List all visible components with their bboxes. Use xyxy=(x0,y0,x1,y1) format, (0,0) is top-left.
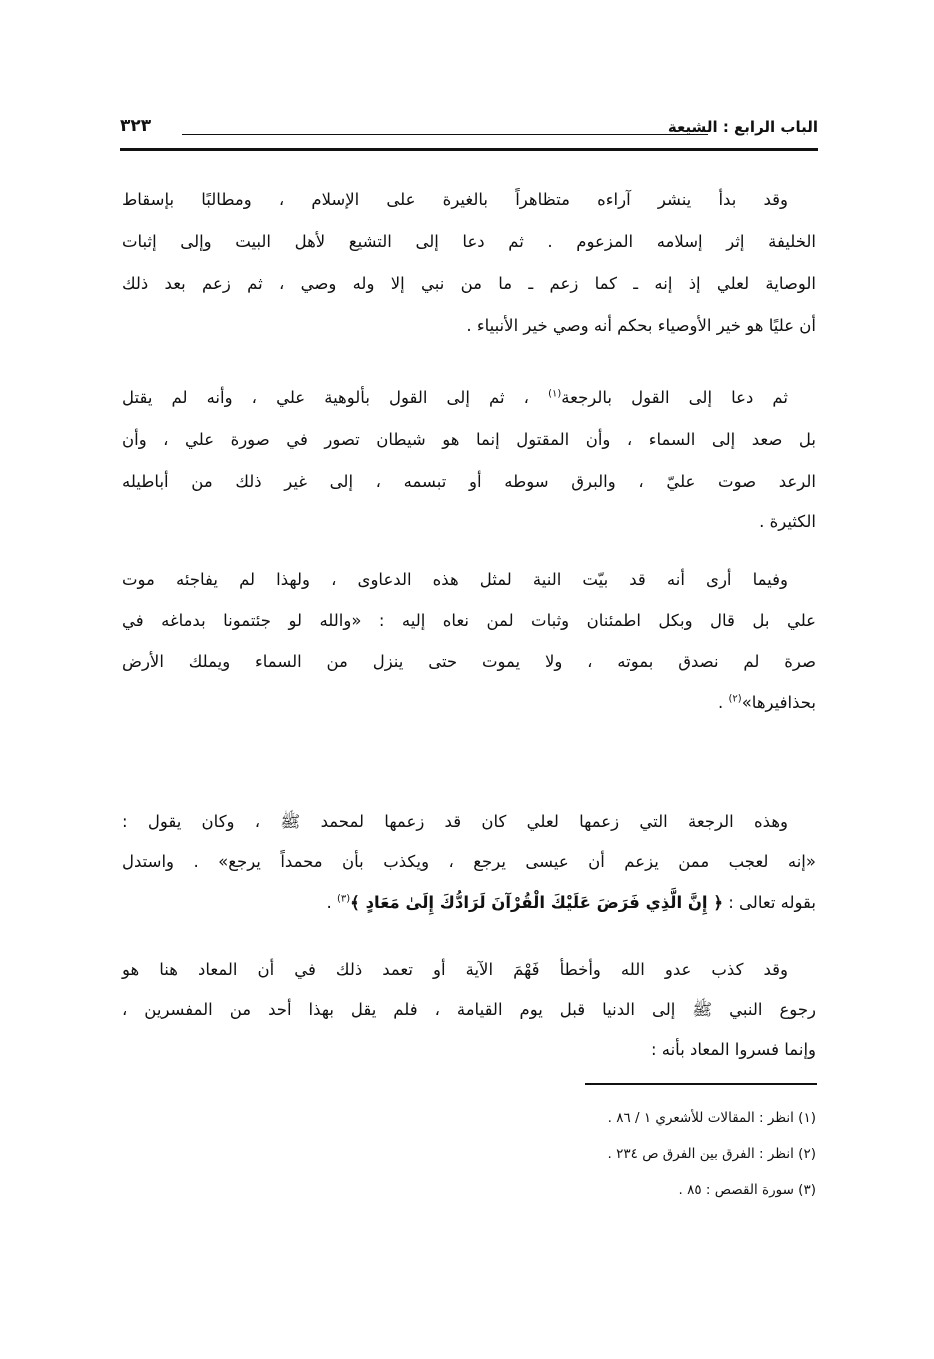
paragraph-3-line xyxy=(122,606,816,636)
running-header xyxy=(120,116,818,144)
text-segment: صرة لم نصدق بموته ، ولا يموت حتى ينزل من السماء ويملك الأرض xyxy=(122,652,816,671)
quran-verse: ﴿ إِنَّ الَّذِي فَرَضَ عَلَيْكَ الْقُرْآنَ لَرَادُّكَ إِلَىٰ مَعَادٍ ﴾ xyxy=(350,893,723,912)
text-segment: بل صعد إلى السماء ، وأن المقتول إنما هو شيطان تصور في صورة علي ، وأن xyxy=(122,430,816,449)
paragraph-1-line xyxy=(122,185,816,215)
text-segment: وهذه الرجعة التي زعمها لعلي كان قد زعمها لمحمد ﷺ ، وكان يقول : xyxy=(122,812,788,831)
text-segment: وفيما أرى أنه قد بيّت النية لمثل هذه الدعاوى ، ولهذا لم يفاجئه موت xyxy=(122,570,788,589)
paragraph-5-line xyxy=(122,1035,816,1065)
paragraph-2-line xyxy=(122,383,816,413)
paragraph-4-line xyxy=(122,847,816,877)
text-segment: أن عليًا هو خير الأوصياء بحكم أنه وصي خير الأنبياء . xyxy=(466,316,816,335)
paragraph-5-line xyxy=(122,955,816,985)
paragraph-3-line xyxy=(122,647,816,677)
page-number: ٣٢٣ xyxy=(120,116,152,136)
paragraph-5-line xyxy=(122,995,816,1025)
text-segment: الوصاية لعلي إذ إنه ـ كما زعم ـ ما من نبي إلا وله وصي ، ثم زعم بعد ذلك xyxy=(122,274,816,293)
text-segment: الرعد صوت عليّ ، والبرق سوطه أو تبسمه ، إلى غير ذلك من أباطيله xyxy=(122,472,816,491)
paragraph-1-line xyxy=(122,311,816,341)
paragraph-4-line xyxy=(122,888,816,918)
paragraph-1-line xyxy=(122,227,816,257)
footnote-ref: (١) xyxy=(548,388,562,400)
paragraph-3-line xyxy=(122,688,816,718)
paragraph-2-line xyxy=(122,507,816,537)
paragraph-2-line xyxy=(122,425,816,455)
footnote-3: (٣) سورة القصص : ٨٥ . xyxy=(678,1182,816,1198)
text-segment: وقد بدأ ينشر آراءه متظاهراً بالغيرة على الإسلام ، ومطالبًا بإسقاط xyxy=(122,190,788,209)
paragraph-3-line xyxy=(122,565,816,595)
footnote-2: (٢) انظر : الفرق بين الفرق ص ٢٣٤ . xyxy=(607,1146,816,1162)
paragraph-1-line xyxy=(122,269,816,299)
chapter-title: الباب الرابع : الشيعة xyxy=(667,118,818,136)
footnote-separator xyxy=(585,1083,817,1085)
text-segment: . xyxy=(718,693,729,712)
text-segment: بقوله تعالى : xyxy=(723,893,816,912)
text-segment: الكثيرة . xyxy=(759,512,816,531)
text-segment: علي بل قال وبكل اطمئنان وثبات لمن نعاه إليه : «والله لو جئتمونا بدماغه في xyxy=(122,611,816,630)
footnote-ref: (٢) xyxy=(728,693,742,705)
text-segment: . xyxy=(326,893,337,912)
text-segment: وقد كذب عدو الله وأخطأ فَهْمَ الآية أو تعمد ذلك في أن المعاد هنا هو xyxy=(122,960,788,979)
paragraph-4-line xyxy=(122,807,816,837)
text-segment: ثم دعا إلى القول بالرجعة xyxy=(561,388,788,407)
paragraph-2-line xyxy=(122,467,816,497)
text-segment: رجوع النبي ﷺ إلى الدنيا قبل يوم القيامة ، فلم يقل بهذا أحد من المفسرين ، xyxy=(122,1000,816,1019)
header-rule xyxy=(120,148,818,151)
text-segment: وإنما فسروا المعاد بأنه : xyxy=(650,1040,816,1059)
text-segment: ، ثم إلى القول بألوهية علي ، وأنه لم يقتل xyxy=(122,388,549,407)
footnote-ref: (٣) xyxy=(336,893,351,905)
text-segment: الخليفة إثر إسلامه المزعوم . ثم دعا إلى التشيع لأهل البيت وإلى إثبات xyxy=(122,232,816,251)
text-segment: بحذافيرها» xyxy=(741,693,816,712)
text-segment: «إنه لعجب ممن يزعم أن عيسى يرجع ، ويكذب بأن محمداً يرجع» . واستدل xyxy=(122,852,816,871)
header-dash-line xyxy=(182,134,708,135)
footnote-1: (١) انظر : المقالات للأشعري ١ / ٨٦ . xyxy=(607,1110,816,1126)
